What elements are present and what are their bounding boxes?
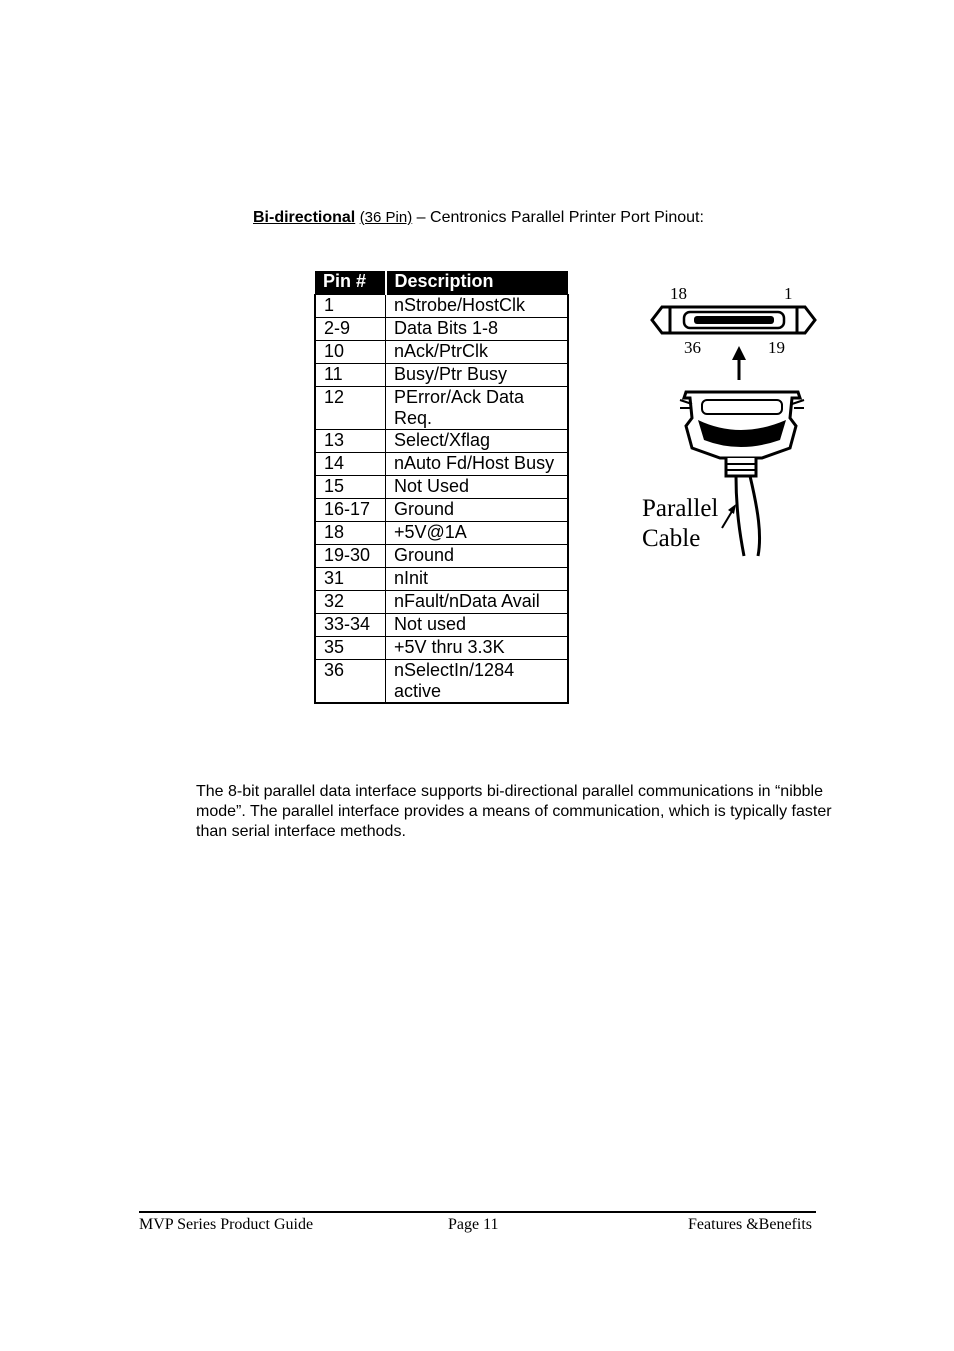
pin-description-cell: nAuto Fd/Host Busy — [386, 453, 569, 476]
pin-description-cell: Ground — [386, 499, 569, 522]
pin-number-cell: 35 — [315, 637, 386, 660]
table-row — [315, 341, 568, 364]
pin-number-cell: 12 — [315, 387, 386, 430]
pin-number-cell: 15 — [315, 476, 386, 499]
heading-bold: Bi-directional — [253, 209, 356, 226]
table-row — [315, 387, 568, 430]
pin-description-cell: nStrobe/HostClk — [386, 295, 569, 318]
table-row — [315, 364, 568, 387]
pin-1-label: 1 — [784, 284, 793, 303]
table-row — [315, 614, 568, 637]
pin-number-cell: 36 — [315, 660, 386, 704]
pin-19-label: 19 — [768, 338, 785, 357]
pin-description-cell: nAck/PtrClk — [386, 341, 569, 364]
pinout-table — [314, 271, 569, 704]
table-row — [315, 660, 568, 704]
pin-number-cell: 33-34 — [315, 614, 386, 637]
pin-number-cell: 14 — [315, 453, 386, 476]
pin-description-cell: Data Bits 1-8 — [386, 318, 569, 341]
pin-number-cell: 16-17 — [315, 499, 386, 522]
table-row — [315, 499, 568, 522]
footer-title: MVP Series Product Guide — [139, 1216, 314, 1233]
pin-description-cell: Select/Xflag — [386, 430, 569, 453]
pin-description-cell: nInit — [386, 568, 569, 591]
pin-number-cell: 2-9 — [315, 318, 386, 341]
table-row — [315, 568, 568, 591]
pin-description-cell: Not Used — [386, 476, 569, 499]
footer-page-number: Page 11 — [448, 1216, 499, 1233]
body-paragraph: The 8-bit parallel data interface supports bi-directional parallel communications in “nibble mode”. The parallel interface provides a means of communication, which is typically faster than serial interface methods. — [196, 783, 832, 840]
pin-description-cell: Not used — [386, 614, 569, 637]
pin-number-cell: 1 — [315, 295, 386, 318]
table-row — [315, 522, 568, 545]
section-heading — [253, 209, 704, 227]
pin-number-cell: 19-30 — [315, 545, 386, 568]
pin-number-cell: 10 — [315, 341, 386, 364]
table-row — [315, 545, 568, 568]
table-row — [315, 430, 568, 453]
pin-36-label: 36 — [684, 338, 701, 357]
table-row — [315, 591, 568, 614]
pin-description-cell: PError/Ack Data Req. — [386, 387, 569, 430]
footer-divider — [139, 1211, 816, 1213]
pin-description-cell: nSelectIn/1284 active — [386, 660, 569, 704]
table-row — [315, 453, 568, 476]
table-row — [315, 637, 568, 660]
pin-number-cell: 31 — [315, 568, 386, 591]
pin-description-cell: +5V@1A — [386, 522, 569, 545]
pin-number-cell: 11 — [315, 364, 386, 387]
header-description: Description — [386, 271, 569, 295]
table-header-row — [315, 271, 568, 295]
header-pin: Pin # — [315, 271, 386, 295]
caption-parallel: Parallel — [642, 495, 719, 522]
pin-description-cell: Busy/Ptr Busy — [386, 364, 569, 387]
pin-number-cell: 13 — [315, 430, 386, 453]
pin-18-label: 18 — [670, 284, 687, 303]
connector-diagram — [640, 280, 830, 565]
table-body — [315, 295, 568, 704]
pin-description-cell: +5V thru 3.3K — [386, 637, 569, 660]
caption-cable: Cable — [642, 525, 701, 552]
table-row — [315, 295, 568, 318]
table-row — [315, 318, 568, 341]
heading-pin-count: (36 Pin) — [359, 209, 413, 226]
pin-number-cell: 18 — [315, 522, 386, 545]
table-row — [315, 476, 568, 499]
heading-rest: – Centronics Parallel Printer Port Pinout: — [412, 209, 704, 226]
pin-description-cell: nFault/nData Avail — [386, 591, 569, 614]
pin-number-cell: 32 — [315, 591, 386, 614]
pin-description-cell: Ground — [386, 545, 569, 568]
footer-section: Features &Benefits — [688, 1216, 812, 1233]
